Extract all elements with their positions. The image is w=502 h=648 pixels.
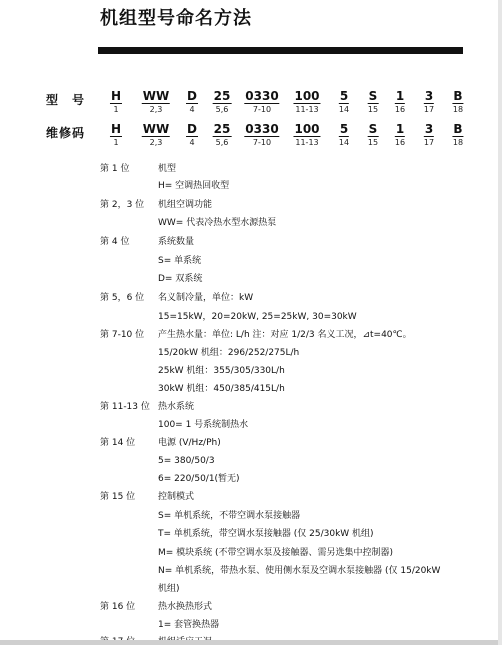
code-value: 100 (294, 89, 320, 103)
code-segment (339, 89, 349, 115)
position-label: 第 7-10 位 (100, 330, 145, 340)
code-segment (110, 122, 122, 148)
code-value: S (368, 89, 378, 103)
code-segment (213, 89, 232, 115)
code-segment (293, 89, 320, 115)
code-segment (339, 122, 349, 148)
position-detail: M= 模块系统 (不带空调水泵及接触器、需另选集中控制器) (158, 548, 394, 558)
code-position: 11-13 (295, 138, 319, 147)
code-position: 5,6 (215, 105, 229, 114)
position-label: 第 1 位 (100, 164, 130, 174)
code-value: 25 (213, 89, 231, 103)
position-detail: 25kW 机组：355/305/330L/h (158, 366, 285, 376)
position-heading: 机组空调功能 (158, 200, 213, 210)
code-value: 25 (213, 122, 231, 136)
position-detail: 5= 380/50/3 (158, 456, 215, 466)
position-detail: WW= 代表冷热水型水源热泵 (158, 218, 277, 228)
code-position: 11-13 (295, 105, 319, 114)
code-value: H (110, 89, 122, 103)
code-segment (395, 89, 405, 115)
code-position: 1 (113, 138, 119, 147)
code-value: B (453, 89, 463, 103)
position-label: 第 15 位 (100, 492, 136, 502)
code-segment (368, 89, 379, 115)
code-value: H (110, 122, 122, 136)
code-position: 16 (394, 105, 406, 114)
code-segment (424, 122, 434, 148)
position-heading: 控制模式 (158, 492, 195, 502)
code-segment (368, 122, 379, 148)
position-detail: 100= 1 号系统制热水 (158, 420, 249, 430)
code-position: 4 (189, 138, 195, 147)
code-segment (293, 122, 320, 148)
code-value: 1 (395, 89, 405, 103)
position-heading: 热水换热形式 (158, 602, 213, 612)
code-value: S (368, 122, 378, 136)
position-detail: H= 空调热回收型 (158, 181, 230, 191)
position-detail: S= 单系统 (158, 256, 202, 266)
code-value: 1 (395, 122, 405, 136)
position-detail: 15/20kW 机组：296/252/275L/h (158, 348, 300, 358)
code-position: 15 (367, 138, 379, 147)
code-position: 14 (338, 138, 350, 147)
code-segment (395, 122, 405, 148)
code-value: 0330 (245, 122, 279, 136)
position-heading: 机型 (158, 164, 177, 174)
code-value: WW (142, 122, 170, 136)
code-position: 18 (452, 105, 464, 114)
position-heading: 名义制冷量，单位：kW (158, 293, 254, 303)
model-label: 型 号 (46, 93, 86, 107)
position-label: 第 11-13 位 (100, 402, 150, 412)
position-heading: 电源 (V/Hz/Ph) (158, 438, 221, 448)
position-heading: 产生热水量：单位: L/h 注：对应 1/2/3 名义工况，⊿t=40℃。 (158, 330, 412, 340)
code-segment (452, 122, 463, 148)
code-segment (452, 89, 463, 115)
position-label: 第 5，6 位 (100, 293, 145, 303)
position-label: 第 16 位 (100, 602, 136, 612)
code-segment (244, 122, 279, 148)
service-code-label: 维修码 (46, 126, 86, 140)
code-value: 100 (294, 122, 320, 136)
position-detail: D= 双系统 (158, 274, 203, 284)
position-label: 第 4 位 (100, 237, 130, 247)
code-position: 4 (189, 105, 195, 114)
code-position: 18 (452, 138, 464, 147)
position-detail: T= 单机系统，带空调水泵接触器 (仅 25/30kW 机组) (158, 529, 374, 539)
code-segment (244, 89, 279, 115)
position-detail: 15=15kW，20=20kW, 25=25kW, 30=30kW (158, 312, 357, 322)
position-heading: 热水系统 (158, 402, 195, 412)
position-detail: 1= 套管换热器 (158, 620, 220, 630)
code-position: 17 (423, 138, 435, 147)
position-label: 第 14 位 (100, 438, 136, 448)
code-value: 3 (424, 89, 434, 103)
code-value: 5 (339, 122, 349, 136)
page-title: 机组型号命名方法 (100, 8, 252, 29)
position-detail: N= 单机系统，带热水泵、使用侧水泵及空调水泵接触器 (仅 15/20kW (158, 566, 441, 576)
code-position: 2,3 (149, 105, 163, 114)
code-position: 5,6 (215, 138, 229, 147)
title-rule (98, 47, 463, 54)
code-value: WW (142, 89, 170, 103)
code-segment (186, 89, 198, 115)
code-segment (424, 89, 434, 115)
code-position: 15 (367, 105, 379, 114)
code-position: 7-10 (252, 138, 272, 147)
code-value: D (187, 122, 197, 136)
code-position: 16 (394, 138, 406, 147)
position-detail: 30kW 机组：450/385/415L/h (158, 384, 285, 394)
position-detail: 6= 220/50/1(暂无) (158, 474, 240, 484)
code-segment (142, 122, 170, 148)
bottom-edge (0, 640, 502, 645)
code-segment (142, 89, 170, 115)
position-detail: S= 单机系统，不带空调水泵接触器 (158, 511, 301, 521)
code-value: B (453, 122, 463, 136)
code-position: 7-10 (252, 105, 272, 114)
code-position: 17 (423, 105, 435, 114)
code-value: 0330 (245, 89, 279, 103)
code-segment (213, 122, 232, 148)
code-segment (186, 122, 198, 148)
code-segment (110, 89, 122, 115)
position-heading: 系统数量 (158, 237, 195, 247)
code-position: 1 (113, 105, 119, 114)
code-value: 5 (339, 89, 349, 103)
code-position: 14 (338, 105, 350, 114)
position-detail: 机组) (158, 584, 180, 594)
code-position: 2,3 (149, 138, 163, 147)
right-edge (498, 0, 502, 645)
code-value: D (187, 89, 197, 103)
code-value: 3 (424, 122, 434, 136)
position-label: 第 2，3 位 (100, 200, 145, 210)
